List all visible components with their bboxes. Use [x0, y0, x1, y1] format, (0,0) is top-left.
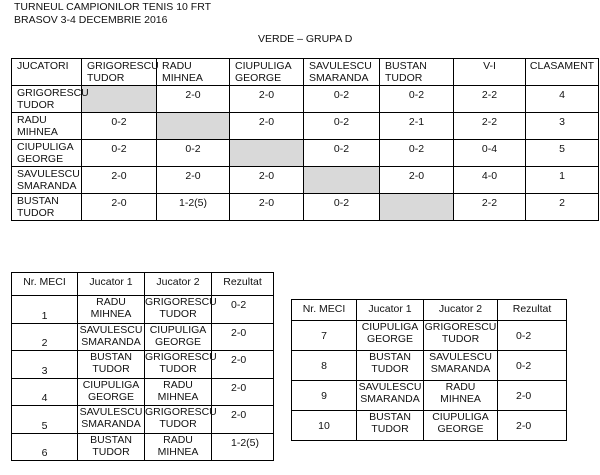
- col-header: Rezultat: [212, 273, 274, 296]
- match-number: 10: [292, 411, 357, 441]
- match-row: [12, 296, 274, 324]
- match-result: 2-0: [212, 406, 274, 434]
- rank-cell: 5: [526, 140, 599, 167]
- result-cell: 0-2: [304, 86, 380, 113]
- rank-cell: 4: [526, 86, 599, 113]
- result-cell: 2-0: [82, 167, 157, 194]
- result-cell: 0-2: [157, 140, 230, 167]
- match-result: 2-0: [212, 323, 274, 351]
- group-title: VERDE – GRUPA D: [258, 33, 353, 45]
- match-result: 2-0: [212, 351, 274, 379]
- standings-row: [12, 113, 599, 140]
- rank-cell: 1: [526, 167, 599, 194]
- player-2: RADU MIHNEA: [145, 378, 212, 406]
- match-row: [12, 351, 274, 379]
- result-cell: 2-0: [157, 86, 230, 113]
- result-cell: 2-0: [380, 167, 454, 194]
- standings-header-row: [12, 59, 599, 86]
- rank-cell: 3: [526, 113, 599, 140]
- player-1: BUSTAN TUDOR: [357, 411, 424, 441]
- col-header: Nr. MECI: [12, 273, 78, 296]
- rank-cell: 2: [526, 194, 599, 221]
- player-2: CIUPULIGA GEORGE: [424, 411, 498, 441]
- match-number: 8: [292, 351, 357, 381]
- result-cell: 2-0: [230, 194, 304, 221]
- standings-row: [12, 140, 599, 167]
- col-header: BUSTAN TUDOR: [380, 59, 454, 86]
- result-cell: 2-0: [230, 86, 304, 113]
- matches-table-right: [291, 299, 567, 441]
- player-1: CIUPULIGA GEORGE: [357, 321, 424, 351]
- result-cell: 0-2: [304, 140, 380, 167]
- match-row: [12, 433, 274, 461]
- self-cell: [157, 113, 230, 140]
- vi-cell: 2-2: [454, 86, 526, 113]
- match-row: [12, 323, 274, 351]
- player-name: GRIGORESCU TUDOR: [12, 86, 82, 113]
- result-cell: 1-2(5): [157, 194, 230, 221]
- col-header: Jucator 1: [357, 300, 424, 321]
- col-header: CLASAMENT: [526, 59, 599, 86]
- col-header: Jucator 1: [78, 273, 145, 296]
- result-cell: 0-2: [380, 140, 454, 167]
- vi-cell: 0-4: [454, 140, 526, 167]
- self-cell: [82, 86, 157, 113]
- match-number: 1: [12, 296, 78, 324]
- match-number: 4: [12, 378, 78, 406]
- result-cell: 2-1: [380, 113, 454, 140]
- col-header: Jucator 2: [145, 273, 212, 296]
- match-number: 2: [12, 323, 78, 351]
- col-header: Nr. MECI: [292, 300, 357, 321]
- vi-cell: 2-2: [454, 194, 526, 221]
- self-cell: [304, 167, 380, 194]
- col-header: GRIGORESCU TUDOR: [82, 59, 157, 86]
- match-result: 2-0: [212, 378, 274, 406]
- result-cell: 0-2: [82, 113, 157, 140]
- match-number: 3: [12, 351, 78, 379]
- player-name: BUSTAN TUDOR: [12, 194, 82, 221]
- player-2: GRIGORESCU TUDOR: [424, 321, 498, 351]
- result-cell: 2-0: [230, 113, 304, 140]
- player-2: RADU MIHNEA: [424, 381, 498, 411]
- self-cell: [380, 194, 454, 221]
- player-2: CIUPULIGA GEORGE: [145, 323, 212, 351]
- player-2: RADU MIHNEA: [145, 433, 212, 461]
- match-number: 7: [292, 321, 357, 351]
- match-result: 1-2(5): [212, 433, 274, 461]
- player-2: GRIGORESCU TUDOR: [145, 296, 212, 324]
- player-1: CIUPULIGA GEORGE: [78, 378, 145, 406]
- col-header: JUCATORI: [12, 59, 82, 86]
- match-number: 9: [292, 381, 357, 411]
- match-number: 6: [12, 433, 78, 461]
- col-header: Rezultat: [498, 300, 567, 321]
- player-name: SAVULESCU SMARANDA: [12, 167, 82, 194]
- player-2: SAVULESCU SMARANDA: [424, 351, 498, 381]
- match-result: 2-0: [498, 381, 567, 411]
- matches-table-left: [11, 272, 274, 461]
- player-1: BUSTAN TUDOR: [78, 351, 145, 379]
- tournament-title: TURNEUL CAMPIONILOR TENIS 10 FRT: [14, 1, 212, 13]
- result-cell: 0-2: [380, 86, 454, 113]
- col-header: CIUPULIGA GEORGE: [230, 59, 304, 86]
- match-number: 5: [12, 406, 78, 434]
- location-date: BRASOV 3-4 DECEMBRIE 2016: [14, 14, 168, 26]
- standings-row: [12, 167, 599, 194]
- player-1: BUSTAN TUDOR: [78, 433, 145, 461]
- standings-row: [12, 194, 599, 221]
- match-row: [292, 321, 567, 351]
- matches-header-row: [292, 300, 567, 321]
- col-header: Jucator 2: [424, 300, 498, 321]
- player-2: GRIGORESCU TUDOR: [145, 406, 212, 434]
- match-result: 0-2: [498, 351, 567, 381]
- vi-cell: 4-0: [454, 167, 526, 194]
- match-row: [12, 378, 274, 406]
- col-header: SAVULESCU SMARANDA: [304, 59, 380, 86]
- standings-table: [11, 58, 599, 221]
- match-row: [292, 351, 567, 381]
- col-header: V-I: [454, 59, 526, 86]
- player-1: BUSTAN TUDOR: [357, 351, 424, 381]
- result-cell: 0-2: [304, 194, 380, 221]
- player-1: SAVULESCU SMARANDA: [78, 406, 145, 434]
- match-result: 2-0: [498, 411, 567, 441]
- self-cell: [230, 140, 304, 167]
- match-row: [292, 381, 567, 411]
- result-cell: 0-2: [82, 140, 157, 167]
- result-cell: 2-0: [82, 194, 157, 221]
- match-row: [292, 411, 567, 441]
- col-header: RADU MIHNEA: [157, 59, 230, 86]
- player-1: RADU MIHNEA: [78, 296, 145, 324]
- result-cell: 2-0: [157, 167, 230, 194]
- matches-header-row: [12, 273, 274, 296]
- match-row: [12, 406, 274, 434]
- player-2: GRIGORESCU TUDOR: [145, 351, 212, 379]
- standings-row: [12, 86, 599, 113]
- result-cell: 2-0: [230, 167, 304, 194]
- player-1: SAVULESCU SMARANDA: [357, 381, 424, 411]
- result-cell: 0-2: [304, 113, 380, 140]
- player-1: SAVULESCU SMARANDA: [78, 323, 145, 351]
- match-result: 0-2: [498, 321, 567, 351]
- player-name: CIUPULIGA GEORGE: [12, 140, 82, 167]
- vi-cell: 2-2: [454, 113, 526, 140]
- match-result: 0-2: [212, 296, 274, 324]
- player-name: RADU MIHNEA: [12, 113, 82, 140]
